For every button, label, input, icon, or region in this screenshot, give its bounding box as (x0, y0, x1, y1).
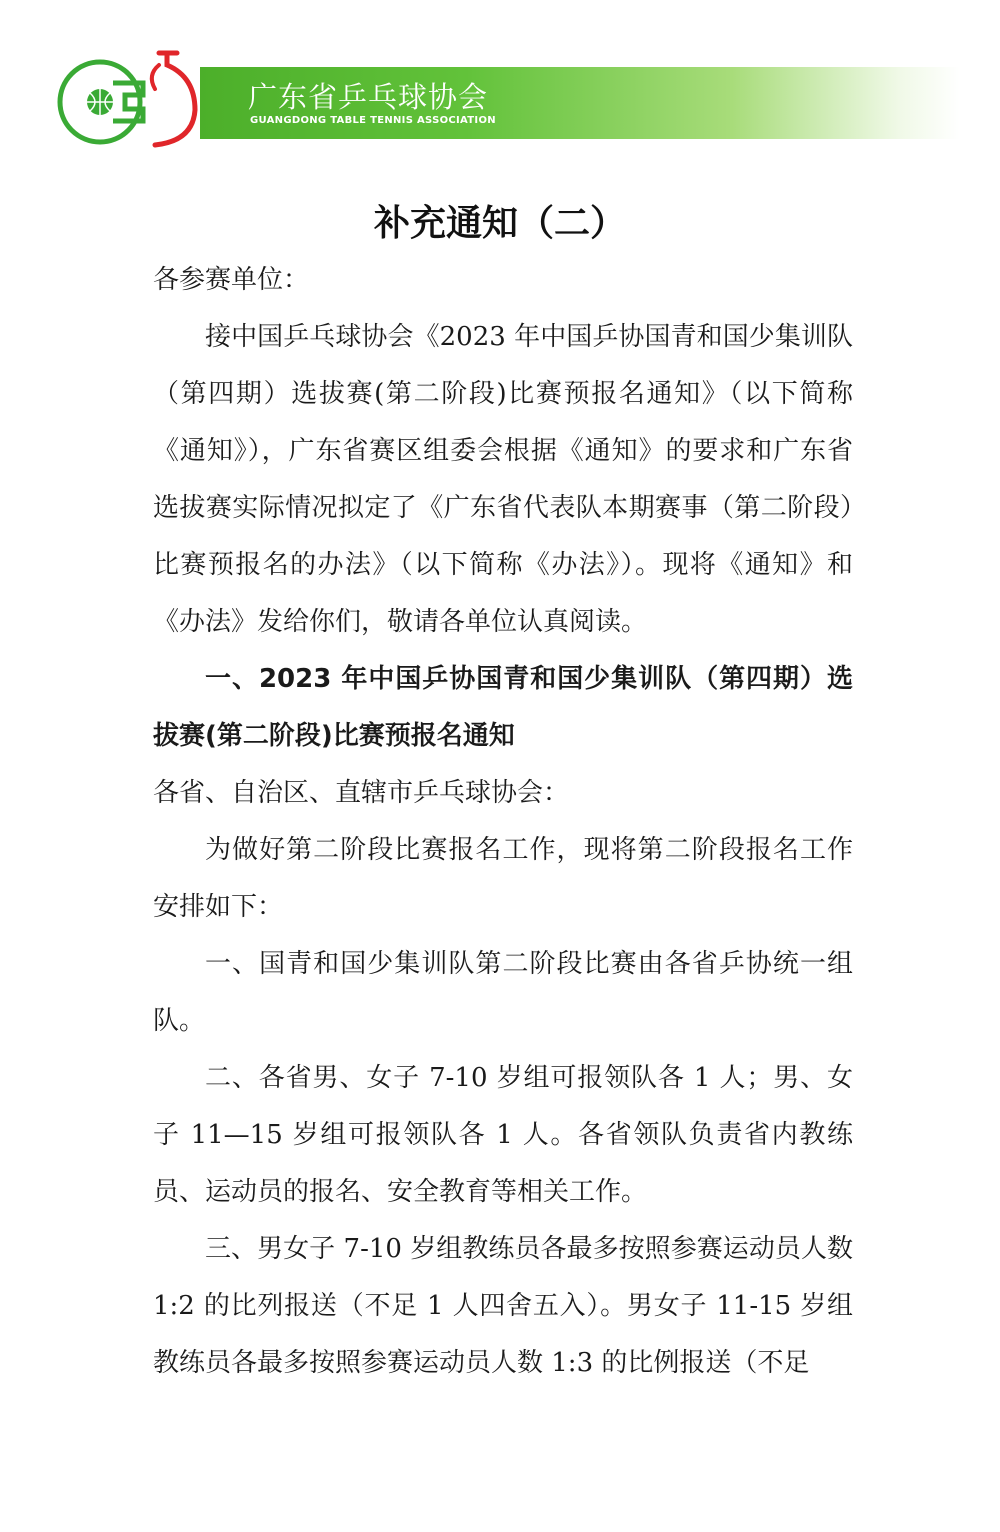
document-title: 补充通知（二） (373, 203, 626, 244)
association-name-cn: 广东省乒乓球协会 (248, 80, 489, 114)
paragraph-3: 二、各省男、女子 7-10 岁组可报领队各 1 人；男、女子 11—15 岁组可报领队各 1 人。各省领队负责省内教练员、运动员的报名、安全教育等相关工作。 (153, 1063, 853, 1207)
salutation: 各参赛单位： (153, 265, 310, 295)
sub-salutation: 各省、自治区、直辖市乒乓球协会： (153, 778, 570, 808)
paragraph-2: 一、国青和国少集训队第二阶段比赛由各省乒协统一组队。 (153, 949, 853, 1036)
paragraph-4: 三、男女子 7-10 岁组教练员各最多按照参赛运动员人数 1:2 的比列报送（不足 1 人四舍五入）。男女子 11-15 岁组教练员各最多按照参赛运动员人数 1:3 的比例报送（不足 (153, 1234, 853, 1378)
association-banner (200, 67, 960, 139)
association-name-en: GUANGDONG TABLE TENNIS ASSOCIATION (250, 115, 496, 126)
section-heading: 一、2023 年中国乒协国青和国少集训队（第四期）选拔赛(第二阶段)比赛预报名通知 (153, 664, 853, 751)
intro-paragraph: 接中国乒乓球协会《2023 年中国乒协国青和国少集训队（第四期）选拔赛(第二阶段)比赛预报名通知》（以下简称《通知》），广东省赛区组委会根据《通知》的要求和广东省选拔赛实际情况拟定了《广东省代表队本期赛事（第二阶段）比赛预报名的办法》（以下简称《办法》）。现将《通知》和《办法》发给你们，敬请各单位认真阅读。 (153, 322, 853, 637)
association-logo-icon (55, 45, 215, 155)
document-body (153, 252, 853, 1392)
paragraph-1: 为做好第二阶段比赛报名工作，现将第二阶段报名工作安排如下： (153, 835, 853, 922)
letterhead (0, 0, 1000, 180)
